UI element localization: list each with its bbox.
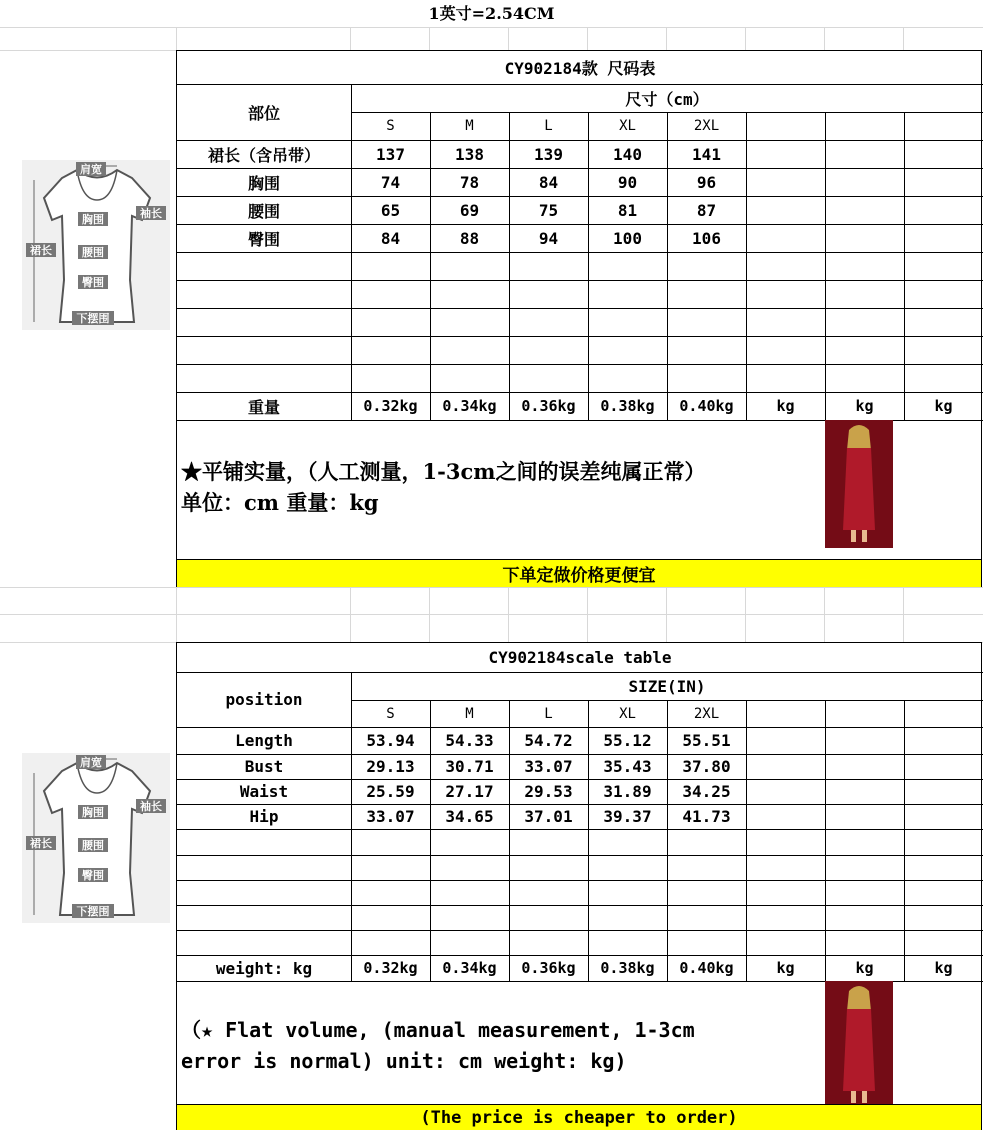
measurement-cell: 41.73 [682, 807, 731, 826]
measurement-cell: 55.51 [682, 731, 731, 750]
size-header: M [465, 705, 474, 722]
measurement-cell: 106 [692, 228, 721, 248]
measurement-cell: 74 [380, 172, 401, 192]
measurement-cell: 30.71 [445, 757, 494, 776]
unit-note: error is normal) unit: cm weight: kg) [181, 1049, 627, 1073]
measurement-cell: 84 [538, 172, 559, 192]
product-photo [825, 420, 893, 548]
weight-cell: 0.32kg [363, 959, 418, 977]
size-header [904, 112, 983, 140]
size-header: S [386, 118, 395, 134]
grid-line [904, 112, 905, 420]
weight-cell: kg [934, 959, 953, 977]
promo-banner: 下单定做价格更便宜 [177, 559, 981, 587]
measurement-cell: 87 [696, 200, 717, 220]
size-header: XL [619, 118, 636, 134]
length-label: 裙长 [26, 243, 56, 257]
position-header: position [225, 690, 303, 709]
grid-line [177, 308, 983, 309]
measurement-cell: 81 [617, 200, 638, 220]
size-header: 2XL [693, 118, 720, 134]
garment-diagram [22, 160, 170, 330]
weight-cell: 0.32kg [363, 397, 418, 415]
promo-banner: (The price is cheaper to order) [177, 1104, 981, 1130]
chest-label: 胸围 [78, 805, 108, 819]
measurement-cell: 29.13 [366, 757, 415, 776]
row-label: Waist [239, 782, 289, 801]
size-header: S [386, 705, 395, 722]
grid-line [177, 252, 983, 253]
measurement-cell: 96 [696, 172, 717, 192]
measurement-note: （★ Flat volume, (manual measurement, 1-3cm [181, 1018, 695, 1042]
weight-cell: 0.38kg [600, 397, 655, 415]
measurement-cell: 140 [613, 144, 642, 164]
size-table-inch [176, 642, 982, 1130]
weight-label: 重量 [247, 397, 280, 417]
measurement-note: ★平铺实量，（人工测量，1-3cm之间的误差纯属正常） [181, 459, 706, 484]
chest-label: 胸围 [78, 212, 108, 226]
row-label: 胸围 [247, 173, 280, 193]
measurement-cell: 37.80 [682, 757, 731, 776]
size-group-header: 尺寸（cm） [625, 89, 709, 109]
row-label: Hip [249, 807, 279, 826]
measurement-cell: 33.07 [366, 807, 415, 826]
grid-line [177, 880, 983, 881]
row-label: Length [235, 731, 293, 750]
measurement-cell: 25.59 [366, 782, 415, 801]
size-header [825, 700, 904, 727]
size-header: 2XL [693, 705, 720, 722]
size-header: L [544, 705, 553, 722]
grid-line [177, 336, 983, 337]
weight-label: weight: kg [215, 958, 313, 978]
garment-diagram-en [22, 753, 170, 923]
measurement-cell: 141 [692, 144, 721, 164]
size-header [746, 700, 825, 727]
grid-line [825, 112, 826, 420]
size-header [825, 112, 904, 140]
grid-line [177, 364, 983, 365]
weight-cell: kg [855, 397, 874, 415]
weight-cell: 0.34kg [442, 397, 497, 415]
measurement-cell: 88 [459, 228, 480, 248]
measurement-cell: 33.07 [524, 757, 573, 776]
weight-cell: 0.36kg [521, 959, 576, 977]
measurement-cell: 100 [613, 228, 642, 248]
shoulder-label: 肩宽 [76, 755, 106, 769]
size-header [746, 112, 825, 140]
weight-cell: 0.34kg [442, 959, 497, 977]
grid-line [825, 700, 826, 981]
row-label: Bust [244, 757, 284, 776]
sleeve-label: 袖长 [136, 799, 166, 813]
measurement-cell: 37.01 [524, 807, 573, 826]
weight-cell: 0.38kg [600, 959, 655, 977]
size-header: L [544, 118, 553, 134]
grid-line [177, 905, 983, 906]
grid-line [177, 280, 983, 281]
unit-note: 单位：cm 重量：kg [181, 490, 379, 515]
measurement-cell: 84 [380, 228, 401, 248]
hip-label: 臀围 [78, 868, 108, 882]
size-header [904, 700, 983, 727]
measurement-cell: 39.37 [603, 807, 652, 826]
weight-cell: 0.40kg [679, 397, 734, 415]
weight-cell: kg [855, 959, 874, 977]
size-table-cm [176, 50, 982, 587]
size-header: XL [619, 705, 636, 722]
measurement-cell: 34.65 [445, 807, 494, 826]
measurement-cell: 137 [376, 144, 405, 164]
hem-label: 下摆围 [72, 904, 114, 918]
measurement-cell: 27.17 [445, 782, 494, 801]
table-title: CY902184scale table [488, 648, 672, 667]
table-title: CY902184款 尺码表 [504, 59, 656, 78]
size-header: M [465, 118, 474, 134]
waist-label: 腰围 [78, 245, 108, 259]
measurement-cell: 90 [617, 172, 638, 192]
grid-line [177, 855, 983, 856]
measurement-cell: 54.33 [445, 731, 494, 750]
length-label: 裙长 [26, 836, 56, 850]
measurement-cell: 53.94 [366, 731, 415, 750]
weight-cell: kg [934, 397, 953, 415]
grid-line [746, 700, 747, 981]
size-group-header: SIZE(IN) [628, 676, 706, 696]
measurement-cell: 75 [538, 200, 559, 220]
sleeve-label: 袖长 [136, 206, 166, 220]
hem-label: 下摆围 [72, 311, 114, 325]
waist-label: 腰围 [78, 838, 108, 852]
measurement-cell: 78 [459, 172, 480, 192]
measurement-cell: 139 [534, 144, 563, 164]
measurement-cell: 138 [455, 144, 484, 164]
grid-line [177, 829, 983, 830]
measurement-cell: 29.53 [524, 782, 573, 801]
measurement-cell: 34.25 [682, 782, 731, 801]
hip-label: 臀围 [78, 275, 108, 289]
measurement-cell: 35.43 [603, 757, 652, 776]
grid-line [746, 112, 747, 420]
measurement-cell: 55.12 [603, 731, 652, 750]
measurement-cell: 54.72 [524, 731, 573, 750]
position-header: 部位 [247, 103, 280, 123]
weight-cell: 0.36kg [521, 397, 576, 415]
row-label: 裙长（含吊带） [207, 145, 320, 165]
grid-line [177, 930, 983, 931]
weight-cell: kg [776, 959, 795, 977]
measurement-cell: 69 [459, 200, 480, 220]
row-label: 腰围 [247, 201, 280, 221]
measurement-cell: 65 [380, 200, 401, 220]
weight-cell: 0.40kg [679, 959, 734, 977]
row-label: 臀围 [247, 229, 280, 249]
weight-cell: kg [776, 397, 795, 415]
grid-line [904, 700, 905, 981]
product-photo [825, 981, 893, 1109]
shoulder-label: 肩宽 [76, 162, 106, 176]
measurement-cell: 94 [538, 228, 559, 248]
measurement-cell: 31.89 [603, 782, 652, 801]
unit-conversion-header: 1英寸=2.54CM [428, 4, 555, 23]
